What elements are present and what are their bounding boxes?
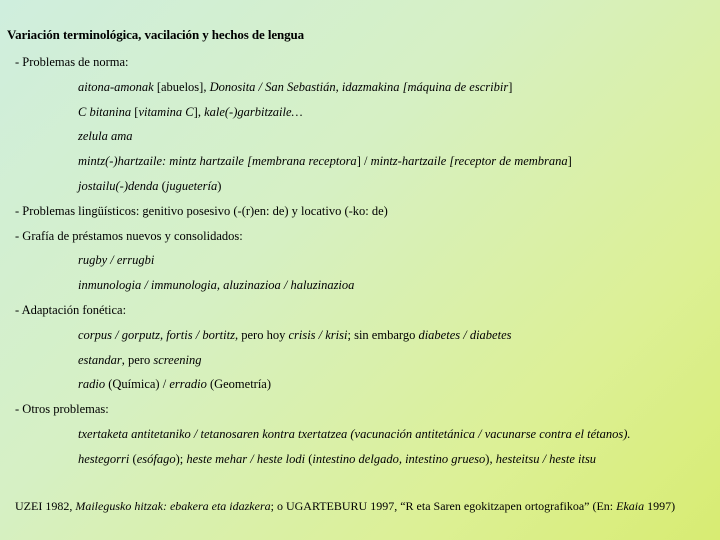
text-run: ; sin embargo bbox=[347, 327, 419, 342]
section-heading: - Otros problemas: bbox=[15, 402, 109, 417]
text-run: kale(-)garbitzaile… bbox=[204, 104, 303, 119]
text-run: radio bbox=[78, 377, 106, 392]
text-run: mintz(-)hartzaile: mintz hartzaile [membrana receptora bbox=[78, 154, 357, 169]
example-line bbox=[78, 105, 303, 120]
text-run: (Geometría) bbox=[206, 377, 272, 392]
text-run: ] / bbox=[356, 154, 371, 169]
text-run: aitona-amonak bbox=[78, 79, 154, 94]
text-run: intestino delgado, intestino grueso bbox=[312, 451, 486, 466]
example-line bbox=[78, 80, 512, 95]
text-run: Mailegusko hitzak: ebakera eta idazkera bbox=[75, 499, 271, 513]
section-heading: - Problemas de norma: bbox=[15, 55, 129, 69]
example-line bbox=[78, 253, 154, 268]
footer-reference bbox=[15, 499, 675, 514]
section-heading: - Adaptación fonética: bbox=[15, 303, 127, 317]
text-run: ); bbox=[175, 451, 187, 466]
example-line bbox=[78, 179, 221, 194]
text-run: rugby / errugbi bbox=[78, 253, 155, 268]
text-run: juguetería bbox=[165, 179, 218, 193]
text-run: mintz-hartzaile [receptor de membrana bbox=[370, 154, 568, 169]
text-run: pero hoy bbox=[238, 327, 289, 342]
text-run: Donosita / San Sebastián, idazmakina [máquina de escribir bbox=[209, 79, 509, 94]
text-run: inmunologia / immunologia, aluzinazioa / haluzinazioa bbox=[78, 278, 355, 293]
text-run: ] bbox=[567, 154, 572, 169]
example-line bbox=[78, 377, 271, 392]
section-heading: - Grafía de préstamos nuevos y consolidados: bbox=[15, 228, 243, 243]
text-run: [ bbox=[131, 104, 139, 119]
example-line bbox=[78, 328, 512, 343]
text-run: vitamina C bbox=[138, 104, 194, 119]
text-run: diabetes / diabetes bbox=[418, 327, 512, 342]
text-run: ] bbox=[508, 79, 513, 94]
text-run: , pero bbox=[121, 352, 154, 367]
example-line bbox=[78, 427, 631, 442]
text-run: ( bbox=[305, 451, 313, 466]
text-run: erradio bbox=[169, 377, 207, 392]
example-line bbox=[78, 278, 354, 293]
section-heading: - Problemas lingüísticos: genitivo posesivo (-(r)en: de) y locativo (-ko: de) bbox=[15, 203, 388, 218]
text-run: ), bbox=[485, 451, 496, 466]
example-line bbox=[78, 353, 201, 368]
text-run: hestegorri bbox=[78, 451, 130, 466]
text-run: ( bbox=[129, 451, 137, 466]
text-run: ; o UGARTEBURU 1997, “R eta Saren egokitzapen ortografikoa” (En: bbox=[270, 499, 617, 513]
text-run: crisis / krisi bbox=[288, 327, 348, 342]
example-line bbox=[78, 452, 596, 467]
text-run: ) bbox=[217, 179, 222, 193]
text-run: corpus / gorputz, fortis / bortitz, bbox=[78, 327, 239, 342]
text-run: zelula ama bbox=[78, 129, 133, 144]
text-run: Ekaia bbox=[616, 499, 645, 513]
text-run: txertaketa antitetaniko / tetanosaren kontra txertatzea (vacunación antitetánica / vacunarse contra el tétanos). bbox=[78, 427, 631, 441]
example-line bbox=[78, 129, 133, 144]
text-run: ( bbox=[158, 179, 166, 193]
text-run: 1997) bbox=[644, 499, 676, 513]
slide-title: Variación terminológica, vacilación y hechos de lengua bbox=[7, 27, 305, 42]
text-run: estandar bbox=[78, 352, 122, 367]
text-run: jostailu(-)denda bbox=[78, 179, 159, 193]
text-run: ], bbox=[193, 104, 205, 119]
example-line bbox=[78, 154, 572, 169]
text-run: (Química) / bbox=[105, 377, 170, 392]
text-run: [abuelos], bbox=[153, 79, 210, 94]
text-run: hesteitsu / heste itsu bbox=[495, 451, 597, 466]
text-run: screening bbox=[153, 352, 202, 367]
text-run: C bitanina bbox=[78, 104, 132, 119]
text-run: esófago bbox=[136, 451, 176, 466]
text-run: heste mehar / heste lodi bbox=[186, 451, 306, 466]
text-run: UZEI 1982, bbox=[15, 499, 76, 513]
